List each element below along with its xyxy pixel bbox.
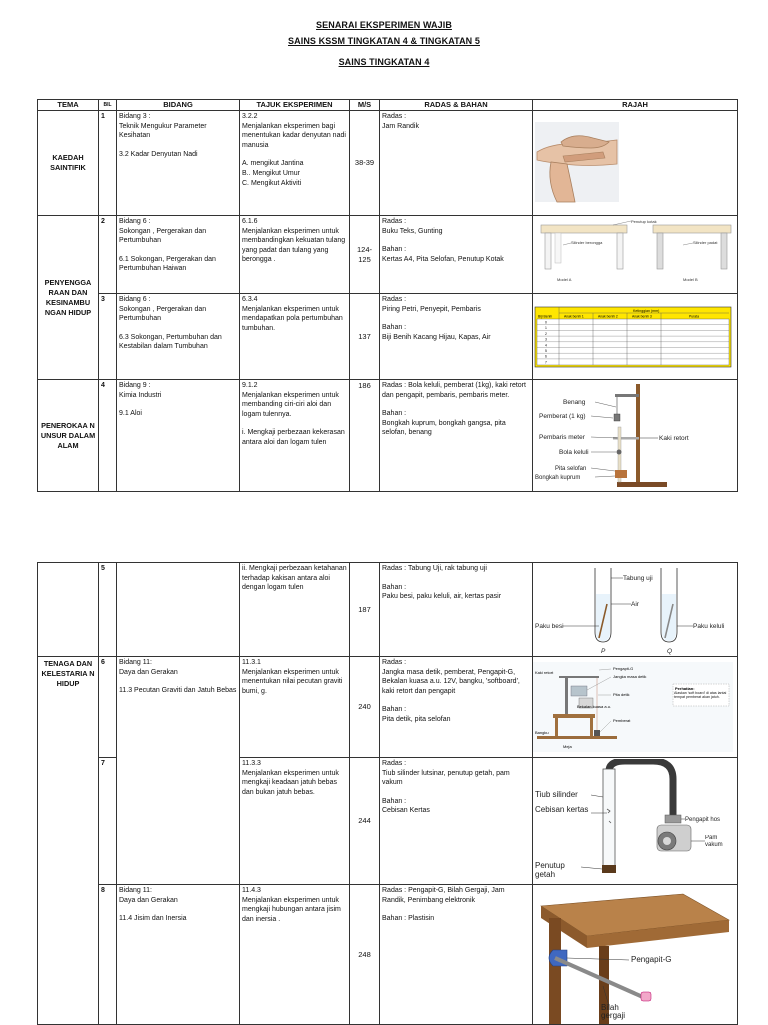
bidang-cell: [117, 111, 240, 216]
spacer: [382, 788, 530, 797]
tajuk-line: 6.1.6: [242, 218, 258, 225]
radas-cell: [380, 294, 533, 380]
tajuk-line: Menjalankan eksperimen untuk membandingkan kekuatan tulang yang padat dan tulang yang berongga .: [242, 227, 346, 264]
theme-cell: KAEDAH SAINTIFIK: [38, 111, 99, 216]
radas-cell: [380, 111, 533, 216]
bidang-line: 9.1 Aloi: [119, 410, 142, 418]
figure-label: Benang: [563, 398, 586, 406]
tajuk-line: 3.2.2: [242, 113, 258, 120]
radas-line: Biji Benih Kacang Hijau, Kapas, Air: [382, 333, 491, 341]
tajuk-line: Menjalankan eksperimen bagi menentukan kadar denyutan nadi manusia: [242, 122, 346, 149]
figure-label: Bekalan kuasa a.u.: [577, 704, 612, 709]
figure-label: Pengapit-G: [613, 666, 634, 671]
pulse-measurement-figure: [533, 112, 733, 215]
bidang-line: Bidang 6 :: [119, 218, 151, 225]
radas-line: Cebisan Kertas: [382, 807, 430, 815]
col-header-radas: RADAS & BAHAN: [380, 100, 533, 111]
bidang-cell: [117, 885, 240, 1025]
bidang-line: 11.4 Jisim dan Inersia: [119, 915, 187, 923]
tajuk-line: 11.4.3: [242, 887, 261, 894]
bidang-line: Teknik Mengukur Parameter Kesihatan: [119, 122, 207, 140]
figure-label: 2: [545, 331, 547, 336]
radas-line: Radas :: [382, 760, 407, 767]
bidang-cell: [117, 380, 240, 492]
tajuk-line: Menjalankan eksperimen untuk membanding ciri-ciri aloi dan logam tulennya.: [242, 391, 339, 418]
vacuum-tube-figure: [533, 759, 733, 883]
ms-cell: 244: [350, 758, 380, 885]
ms-cell: 186: [350, 380, 380, 492]
radas-cell: [380, 758, 533, 885]
spacer: [382, 905, 530, 914]
radas-line: Piring Petri, Penyepit, Pembaris: [382, 305, 481, 313]
radas-line: Paku besi, paku keluli, air, kertas pasir: [382, 593, 502, 601]
tajuk-line: Menjalankan eksperimen untuk mengkaji keadaan jatuh bebas dan bukan jatuh bebas.: [242, 769, 339, 796]
spacer: [119, 905, 237, 914]
radas-line: Radas :: [382, 659, 407, 666]
radas-line: Radas :: [382, 218, 407, 225]
tajuk-line: Menjalankan eksperimen untuk menentukan nilai pecutan graviti bumi, g.: [242, 668, 343, 695]
spacer: [119, 324, 237, 333]
figure-label: Tabung uji: [623, 574, 653, 582]
figure-label: 3: [545, 337, 547, 342]
figure-label: Penutup getah: [535, 861, 565, 879]
radas-line: Kertas A4, Pita Selofan, Penutup Kotak: [382, 255, 504, 263]
figure-label: Air: [631, 600, 639, 608]
spacer: [382, 574, 530, 583]
tajuk-line: 11.3.1: [242, 659, 261, 666]
spacer: [382, 696, 530, 705]
col-header-tema: TEMA: [38, 100, 99, 111]
radas-cell: [380, 885, 533, 1025]
tajuk-line: C. Mengikut Aktiviti: [242, 179, 302, 187]
figure-label: Silinder padat: [693, 239, 718, 245]
growth-table-figure: [533, 303, 733, 371]
hardness-test-figure: [533, 382, 733, 490]
bidang-line: Kimia Industri: [119, 391, 162, 399]
bil-cell: 7: [99, 758, 117, 885]
ms-cell: 124-125: [350, 216, 380, 294]
figure-label: Bangku: [535, 730, 549, 735]
bidang-line: Daya dan Gerakan: [119, 668, 178, 676]
ms-cell: 248: [350, 885, 380, 1025]
bone-model-figure: [533, 219, 733, 291]
figure-label: 1: [545, 325, 547, 330]
radas-line: Jam Randik: [382, 122, 419, 130]
col-header-rajah: RAJAH: [533, 100, 738, 111]
rajah-cell: [533, 216, 738, 294]
tajuk-cell: [240, 657, 350, 758]
radas-cell: [380, 216, 533, 294]
table-header-row: [38, 100, 738, 111]
bidang-line: Bidang 3 :: [119, 113, 151, 120]
figure-label: Pita detik: [613, 692, 630, 697]
figure-label: Pemberat: [613, 718, 631, 723]
figure-label: Penutup kotak: [631, 218, 657, 224]
tajuk-line: Menjalankan eksperimen untuk mengkaji hubungan antara jisim: [242, 896, 341, 914]
radas-cell: [380, 380, 533, 492]
rajah-cell: [533, 657, 738, 758]
figure-label: Pam vakum: [705, 835, 723, 848]
bidang-line: Bidang 6 :: [119, 296, 151, 303]
doc-title: SENARAI EKSPERIMEN WAJIB: [316, 20, 452, 30]
bil-cell: 2: [99, 216, 117, 294]
col-header-bil: BIL: [99, 100, 117, 111]
theme-cell: TENAGA DAN KELESTARIA N HIDUP: [38, 657, 99, 1025]
experiment-table-2: [37, 562, 738, 1025]
ms-cell: 38-39: [350, 111, 380, 216]
bidang-line: 6.1 Sokongan, Pergerakan dan Pertumbuhan Haiwan: [119, 255, 216, 273]
tajuk-cell: [240, 111, 350, 216]
tajuk-cell: [240, 216, 350, 294]
theme-cell: PENEROKAA N UNSUR DALAM ALAM: [38, 380, 99, 492]
tajuk-line: A. mengikut Jantina: [242, 160, 304, 168]
rajah-cell: [533, 294, 738, 380]
col-header-tajuk: TAJUK EKSPERIMEN: [240, 100, 350, 111]
doc-subtitle: SAINS KSSM TINGKATAN 4 & TINGKATAN 5: [288, 36, 480, 46]
rajah-cell: [533, 885, 738, 1025]
rajah-cell: [533, 758, 738, 885]
table-row: [38, 657, 738, 758]
radas-line: Jangka masa detik, pemberat, Pengapit-G, Bekalan kuasa a.u. 12V, bangku, 'softboard', kaki retort dan pengapit: [382, 668, 520, 695]
free-fall-apparatus-figure: [533, 662, 733, 752]
spacer: [242, 419, 347, 428]
bidang-line: Sokongan , Pergerakan dan Pertumbuhan: [119, 305, 207, 323]
bidang-line: 11.3 Pecutan Graviti dan Jatuh Bebas: [119, 687, 237, 695]
bidang-line: 6.3 Sokongan, Pertumbuhan dan Kestabilan dalam Tumbuhan: [119, 333, 222, 351]
bidang-line: 3.2 Kadar Denyutan Nadi: [119, 150, 198, 158]
spacer: [119, 141, 237, 150]
figure-label: Paku besi: [535, 622, 564, 630]
spacer: [382, 314, 530, 323]
bidang-cell: [117, 657, 240, 885]
bidang-cell: [117, 294, 240, 380]
figure-label: Paku keluli: [693, 622, 725, 630]
figure-label: Kaki retort: [659, 434, 689, 442]
col-header-ms: M/S: [350, 100, 380, 111]
radas-line: Bongkah kuprum, bongkah gangsa, pita selofan, benang: [382, 419, 506, 437]
rajah-cell: [533, 563, 738, 657]
figure-label: Jangka masa detik: [613, 674, 647, 679]
figure-label: 7: [545, 359, 547, 364]
table-row: [38, 111, 738, 216]
figure-label: Bongkah kuprum: [535, 474, 581, 481]
spacer: [119, 677, 237, 686]
figure-label: Anak benih 3: [632, 314, 652, 318]
tajuk-cell: [240, 380, 350, 492]
bidang-line: Bidang 11:: [119, 887, 152, 894]
spacer: [382, 236, 530, 245]
tajuk-line: ii. Mengkaji perbezaan ketahanan terhadap kakisan antara aloi dengan logam tulen: [242, 565, 347, 592]
experiment-table-1: [37, 99, 738, 492]
radas-line: Buku Teks, Gunting: [382, 227, 443, 235]
figure-label: Meja: [563, 744, 572, 749]
bidang-cell: [117, 563, 240, 657]
radas-line: Radas :: [382, 113, 407, 120]
figure-label: Perhatian:: [675, 686, 695, 691]
radas-line: Radas :: [382, 296, 407, 303]
tajuk-line: B.. Mengikut Umur: [242, 169, 300, 177]
bidang-line: Bidang 9 :: [119, 382, 151, 389]
figure-label: 4: [545, 342, 547, 347]
radas-line: Bahan :: [382, 706, 407, 714]
ms-cell: 240: [350, 657, 380, 758]
bidang-line: Bidang 11:: [119, 659, 152, 666]
bil-cell: 3: [99, 294, 117, 380]
bidang-line: Daya dan Gerakan: [119, 896, 178, 904]
figure-label: 6: [545, 354, 547, 359]
tajuk-cell: [240, 294, 350, 380]
section-title: SAINS TINGKATAN 4: [338, 57, 430, 67]
figure-label: Cebisan kertas: [535, 805, 589, 814]
radas-line: Bahan :: [382, 583, 407, 591]
bil-cell: 1: [99, 111, 117, 216]
radas-line: Bahan :: [382, 797, 407, 805]
spacer: [382, 400, 530, 409]
figure-label: Bola keluli: [559, 448, 589, 456]
radas-line: Bahan : Plastisin: [382, 915, 435, 923]
figure-label: Anak benih 2: [598, 314, 618, 318]
bil-cell: 6: [99, 657, 117, 758]
ms-cell: 137: [350, 294, 380, 380]
inertia-figure: [533, 886, 733, 1024]
figure-label: Kaki retort: [535, 670, 554, 675]
figure-label: Anak benih 1: [564, 314, 584, 318]
tajuk-line: 6.3.4: [242, 296, 258, 303]
radas-line: Radas : Bola keluli, pemberat (1kg), kaki retort dan pengapit, pembaris, pembaris meter.: [382, 382, 526, 399]
table-row: [38, 380, 738, 492]
figure-note: Alaskan 'soft board' di atas lantai tempat pemberat akan jatuh.: [674, 691, 727, 699]
spacer: [119, 246, 237, 255]
figure-label: Bilah gergaji: [601, 1003, 626, 1020]
bil-cell: 5: [99, 563, 117, 657]
rajah-cell: [533, 111, 738, 216]
bidang-cell: [117, 216, 240, 294]
tajuk-cell: [240, 563, 350, 657]
spacer: [119, 400, 237, 409]
bil-cell: 8: [99, 885, 117, 1025]
figure-label: Pemberat (1 kg): [539, 412, 586, 420]
bidang-line: Sokongan , Pergerakan dan Pertumbuhan: [119, 227, 207, 245]
rajah-cell: [533, 380, 738, 492]
radas-line: Bahan :: [382, 324, 407, 332]
radas-line: Tiub silinder lutsinar, penutup getah, pam vakum: [382, 769, 510, 787]
spacer: [242, 150, 347, 159]
figure-label: Pita selofan: [555, 465, 587, 472]
figure-label: Pengapit-G: [631, 954, 672, 964]
radas-line: Bahan :: [382, 410, 407, 418]
figure-label: 5: [545, 348, 547, 353]
table-row: [38, 216, 738, 294]
table-row: [38, 885, 738, 1025]
figure-label: 0: [545, 320, 547, 324]
figure-label: Tiub silinder: [535, 790, 578, 799]
figure-label: P: [601, 647, 606, 655]
theme-cell: PENYENGGA RAAN DAN KESINAMBU NGAN HIDUP: [38, 216, 99, 380]
figure-label: Ketinggian (mm): [633, 308, 660, 313]
figure-label: Pembaris meter: [539, 433, 585, 441]
tajuk-cell: [240, 885, 350, 1025]
figure-label: Model B: [683, 276, 698, 282]
ms-cell: 187: [350, 563, 380, 657]
radas-cell: [380, 563, 533, 657]
figure-label: Model A: [557, 276, 572, 282]
bil-cell: 4: [99, 380, 117, 492]
tajuk-line: 9.1.2: [242, 382, 258, 389]
figure-label: Q: [667, 647, 673, 655]
radas-line: Radas : Pengapit-G, Bilah Gergaji, Jam Randik, Penimbang elektronik: [382, 887, 505, 904]
tajuk-line: i. Mengkaji perbezaan kekerasan antara aloi dan logam tulen: [242, 429, 345, 446]
col-header-bidang: BIDANG: [117, 100, 240, 111]
tajuk-line: Menjalankan eksperimen untuk mendapatkan pola pertumbuhan tumbuhan.: [242, 305, 343, 332]
figure-label: Purata: [689, 314, 699, 318]
figure-label: Pengapit hos: [685, 817, 721, 823]
figure-label: Biji Benih: [538, 314, 553, 318]
table-row: [38, 294, 738, 380]
tajuk-line: dan inersia .: [242, 915, 281, 923]
radas-line: Bahan :: [382, 246, 407, 254]
figure-label: Silinder berongga: [571, 239, 603, 245]
radas-cell: [380, 657, 533, 758]
tajuk-cell: [240, 758, 350, 885]
radas-line: Radas : Tabung Uji, rak tabung uji: [382, 565, 487, 572]
tajuk-line: 11.3.3: [242, 760, 261, 767]
table-row: [38, 563, 738, 657]
radas-line: Pita detik, pita selofan: [382, 715, 451, 723]
corrosion-test-figure: [533, 564, 733, 656]
theme-cell: [38, 563, 99, 657]
